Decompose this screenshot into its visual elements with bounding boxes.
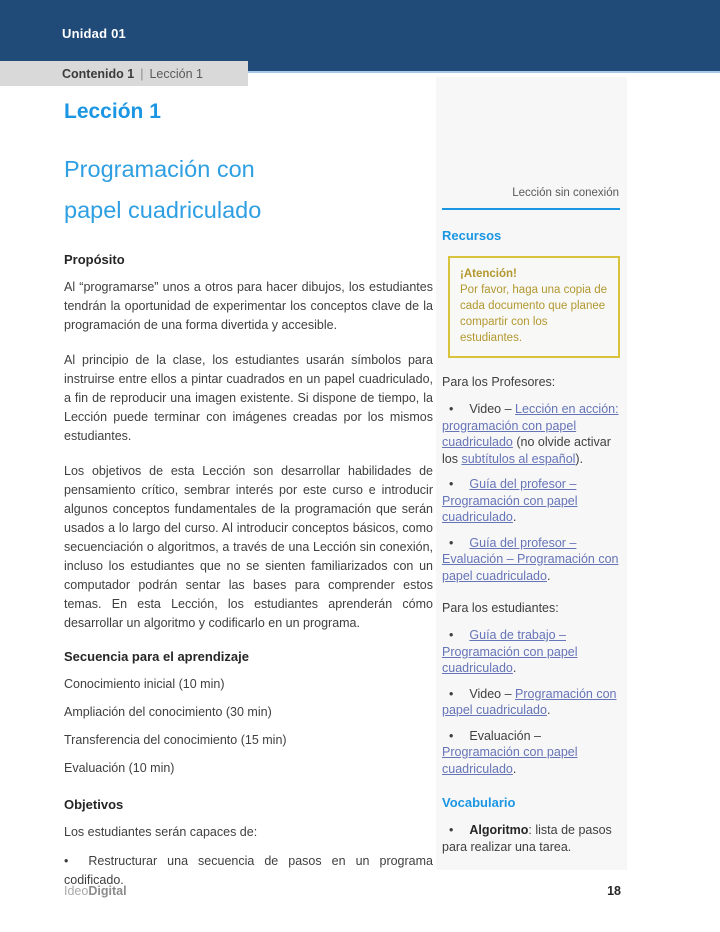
objectives-heading: Objetivos xyxy=(64,797,124,812)
page-number: 18 xyxy=(607,884,621,898)
resource-link[interactable]: Programación con papel cuadriculado xyxy=(442,686,617,717)
bullet-icon: • xyxy=(449,535,454,550)
vocabulary-list xyxy=(442,822,620,855)
text-segment: (no olvide activar los xyxy=(442,435,611,466)
sequence-item: Conocimiento inicial (10 min) xyxy=(64,677,225,691)
brand-logo-bold: Digital xyxy=(88,884,127,898)
breadcrumb-content: Contenido 1 xyxy=(62,66,135,81)
student-resource-item xyxy=(442,728,620,778)
bullet-icon: • xyxy=(64,854,69,868)
bullet-icon: • xyxy=(449,686,454,701)
resource-link[interactable]: Guía del profesor – Programación con papel cuadriculado xyxy=(442,477,578,524)
text-segment: . xyxy=(546,568,551,583)
main-content xyxy=(64,100,433,898)
purpose-paragraph: Al “programarse” unos a otros para hacer dibujos, los estudiantes tendrán la oportunidad de experimentar los conceptos clave de la programación de una forma divertida y accesible. xyxy=(64,280,433,332)
unit-label: Unidad 01 xyxy=(62,26,126,41)
resource-link[interactable]: subtítulos al español xyxy=(461,451,576,466)
purpose-paragraphs xyxy=(64,278,433,633)
resources-heading: Recursos xyxy=(442,228,502,243)
sequence-heading: Secuencia para el aprendizaje xyxy=(64,649,249,664)
bullet-icon: • xyxy=(449,728,454,743)
resources-sidebar xyxy=(436,77,627,870)
resource-link[interactable]: Lección en acción: programación con papel cuadriculado xyxy=(442,402,619,449)
lesson-subtitle xyxy=(64,149,433,231)
resource-link[interactable]: Guía del profesor – Evaluación – Programación con papel cuadriculado xyxy=(442,535,619,583)
teachers-label: Para los Profesores: xyxy=(442,375,556,389)
teachers-resource-list xyxy=(442,401,620,584)
text-segment: . xyxy=(546,703,551,717)
students-resource-list xyxy=(442,627,620,777)
sequence-item: Transferencia del conocimiento (15 min) xyxy=(64,733,287,747)
bullet-icon: • xyxy=(449,823,454,837)
attention-callout xyxy=(448,256,620,358)
purpose-paragraph: Los objetivos de esta Lección son desarrollar habilidades de pensamiento crítico, sembrar interés por este curso e introducir algunos conceptos fundamentales de la programación que serán usados a lo largo del curso. Al introducir conceptos básicos, como secuenciación o algoritmos, a través de una Lección sin conexión, incluso los estudiantes que no se sienten familiarizados con un computador podrán sentar las bases para comprender estos temas. En esta Lección, los estudiantes aprenderán cómo desarrollar un algoritmo y codificarlo en un programa. xyxy=(64,464,433,630)
lesson-subtitle-line1: Programación con xyxy=(64,156,255,182)
teacher-resource-item xyxy=(442,476,620,526)
lesson-subtitle-line2: papel cuadriculado xyxy=(64,197,262,223)
text-segment: . xyxy=(512,510,517,524)
breadcrumb-lesson: Lección 1 xyxy=(149,66,203,81)
student-resource-item xyxy=(442,686,620,719)
resource-link[interactable]: Guía de trabajo – Programación con papel cuadriculado xyxy=(442,628,578,675)
sequence-item: Evaluación (10 min) xyxy=(64,761,175,775)
sequence-list xyxy=(64,675,433,778)
resource-link[interactable]: Programación con papel cuadriculado xyxy=(442,745,578,776)
bullet-icon: • xyxy=(449,402,454,416)
objectives-intro: Los estudiantes serán capaces de: xyxy=(64,825,258,839)
text-segment: Video – xyxy=(469,686,516,701)
purpose-heading: Propósito xyxy=(64,252,125,267)
text-segment: Evaluación – xyxy=(469,728,541,743)
text-segment: . xyxy=(512,761,517,776)
sequence-item: Ampliación del conocimiento (30 min) xyxy=(64,705,272,719)
brand-logo-light: Ideo xyxy=(64,884,89,898)
vocabulary-heading: Vocabulario xyxy=(442,795,516,810)
text-segment: Algoritmo xyxy=(469,823,529,837)
student-resource-item xyxy=(442,627,620,677)
bullet-icon: • xyxy=(449,628,454,642)
brand-logo xyxy=(64,884,127,898)
teacher-resource-item xyxy=(442,401,620,467)
sidebar-divider xyxy=(442,208,620,210)
attention-title: ¡Atención! xyxy=(460,268,517,280)
attention-body: Por favor, haga una copia de cada documento que planee compartir con los estudiantes. xyxy=(460,284,608,344)
text-segment: ). xyxy=(575,451,584,466)
page-title: Lección 1 xyxy=(64,100,161,123)
teacher-resource-item xyxy=(442,535,620,585)
purpose-paragraph: Al principio de la clase, los estudiantes usarán símbolos para instruirse entre ellos a pintar cuadrados en un papel cuadriculado, a fin de reproducir una imagen existente. Si dispone de tiempo, la Lección puede terminar con imágenes creadas por los mismos estudiantes. xyxy=(64,353,433,443)
vocabulary-item xyxy=(442,822,620,855)
breadcrumb-separator: | xyxy=(140,66,144,81)
text-segment: Restructurar una secuencia de pasos en un programa codificado. xyxy=(64,854,433,887)
text-segment: . xyxy=(512,661,517,675)
breadcrumb xyxy=(0,61,248,86)
text-segment: Video – xyxy=(469,402,516,416)
lesson-mode-label: Lección sin conexión xyxy=(512,187,619,199)
bullet-icon: • xyxy=(449,477,454,491)
text-segment: : lista de pasos para realizar una tarea. xyxy=(442,823,612,854)
students-label: Para los estudiantes: xyxy=(442,601,559,615)
